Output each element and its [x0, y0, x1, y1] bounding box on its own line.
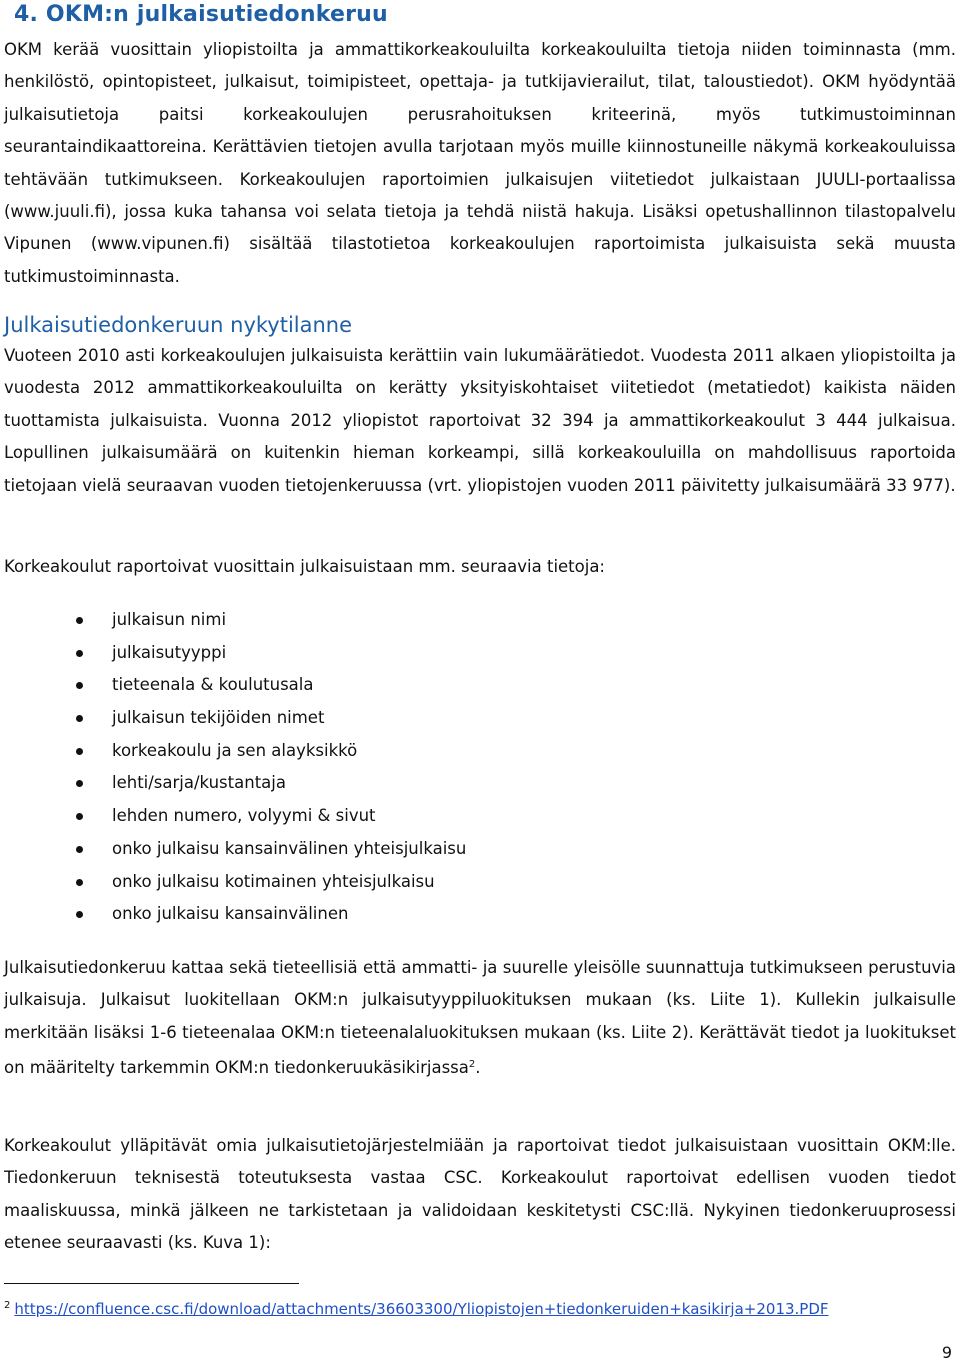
- list-item: korkeakoulu ja sen alayksikkö: [4, 735, 466, 768]
- reported-data-list: [4, 604, 466, 931]
- bullet-icon: [76, 911, 83, 918]
- process-paragraph: Korkeakoulut ylläpitävät omia julkaisutietojärjestelmiään ja raportoivat tiedot julkaisuistaan vuosittain OKM:lle. Tiedonkeruun teknisestä toteutuksesta vastaa CSC. Korkeakoulut raportoivat edellisen vuoden tiedot maaliskuussa, minkä jälkeen ne tarkistetaan ja validoidaan keskitetysti CSC:llä. Nykyinen tiedonkeruuprosessi etenee seuraavasti (ks. Kuva 1):: [4, 1136, 956, 1253]
- list-item: lehden numero, volyymi & sivut: [4, 800, 466, 833]
- current-state-paragraph: Vuoteen 2010 asti korkeakoulujen julkaisuista kerättiin vain lukumäärätiedot. Vuodesta 2011 alkaen yliopistoilta ja vuodesta 2012 ammattikorkeakouluilta on kerätty yksityiskohtaiset viitetiedot (metatiedot) kaikista näiden tuottamista julkaisuista. Vuonna 2012 yliopistot raportoivat 32 394 ja ammattikorkeakoulut 3 444 julkaisua. Lopullinen julkaisumäärä on kuitenkin hieman korkeampi, sillä korkeakouluilla on mahdollisuus raportoida tietojaan vielä seuraavan vuoden tietojenkeruussa (vrt. yliopistojen vuoden 2011 päivitetty julkaisumäärä 33 977).: [4, 346, 956, 495]
- bullet-icon: [76, 846, 83, 853]
- list-item: tieteenala & koulutusala: [4, 669, 466, 702]
- list-item: onko julkaisu kansainvälinen yhteisjulkaisu: [4, 833, 466, 866]
- bullet-icon: [76, 617, 83, 624]
- intro-paragraph: OKM kerää vuosittain yliopistoilta ja ammattikorkeakouluilta korkeakouluilta tietoja niiden toiminnasta (mm. henkilöstö, opintopisteet, julkaisut, toimipisteet, opettaja- ja tutkijavierailut, tilat, taloustiedot). OKM hyödyntää julkaisutietoja paitsi korkeakoulujen perusrahoituksen kriteerinä, myös tutkimustoiminnan seurantaindikaattoreina. Kerättävien tietojen avulla tarjotaan myös muille kiinnostuneille näkymä korkeakouluissa tehtävään tutkimukseen. Korkeakoulujen raportoimien julkaisujen viitetiedot julkaistaan JUULI-portaalissa (www.juuli.fi), jossa kuka tahansa voi selata tietoja ja tehdä niistä hakuja. Lisäksi opetushallinnon tilastopalvelu Vipunen (www.vipunen.fi) sisältää tilastotietoa korkeakoulujen raportoimista julkaisuista sekä muusta tutkimustoiminnasta.: [4, 40, 956, 286]
- footnote-divider: [4, 1283, 299, 1284]
- reported-data-intro: Korkeakoulut raportoivat vuosittain julkaisuistaan mm. seuraavia tietoja:: [4, 557, 605, 576]
- list-item: onko julkaisu kansainvälinen: [4, 898, 466, 931]
- scope-paragraph: Julkaisutiedonkeruu kattaa sekä tieteellisiä että ammatti- ja suurelle yleisölle suunnattuja tutkimukseen perustuvia julkaisuja. Julkaisut luokitellaan OKM:n julkaisutyyppiluokituksen mukaan (ks. Liite 1). Kullekin julkaisulle merkitään lisäksi 1-6 tieteenalaa OKM:n tieteenalaluokituksen mukaan (ks. Liite 2). Kerättävät tiedot ja luokitukset on määritelty tarkemmin OKM:n tiedonkeruukäsikirjassa$^2$.: [4, 958, 956, 1078]
- list-item: julkaisutyyppi: [4, 637, 466, 670]
- bullet-icon: [76, 650, 83, 657]
- list-item: lehti/sarja/kustantaja: [4, 767, 466, 800]
- subsection-heading: Julkaisutiedonkeruun nykytilanne: [4, 313, 353, 337]
- bullet-icon: [76, 879, 83, 886]
- page-number: 9: [941, 1343, 952, 1362]
- list-item: onko julkaisu kotimainen yhteisjulkaisu: [4, 866, 466, 899]
- bullet-icon: [76, 813, 83, 820]
- bullet-icon: [76, 682, 83, 689]
- bullet-icon: [76, 715, 83, 722]
- footnote: [4, 1294, 829, 1321]
- list-item: julkaisun nimi: [4, 604, 466, 637]
- list-item: julkaisun tekijöiden nimet: [4, 702, 466, 735]
- bullet-icon: [76, 780, 83, 787]
- footnote-reference[interactable]: 2: [468, 1059, 476, 1071]
- footnote-number: 2: [4, 1300, 11, 1311]
- footnote-link[interactable]: https://confluence.csc.fi/download/attachments/36603300/Yliopistojen+tiedonkeruiden+kasikirja+2013.PDF: [14, 1300, 829, 1318]
- section-heading: 4. OKM:n julkaisutiedonkeruu: [14, 2, 388, 27]
- bullet-icon: [76, 748, 83, 755]
